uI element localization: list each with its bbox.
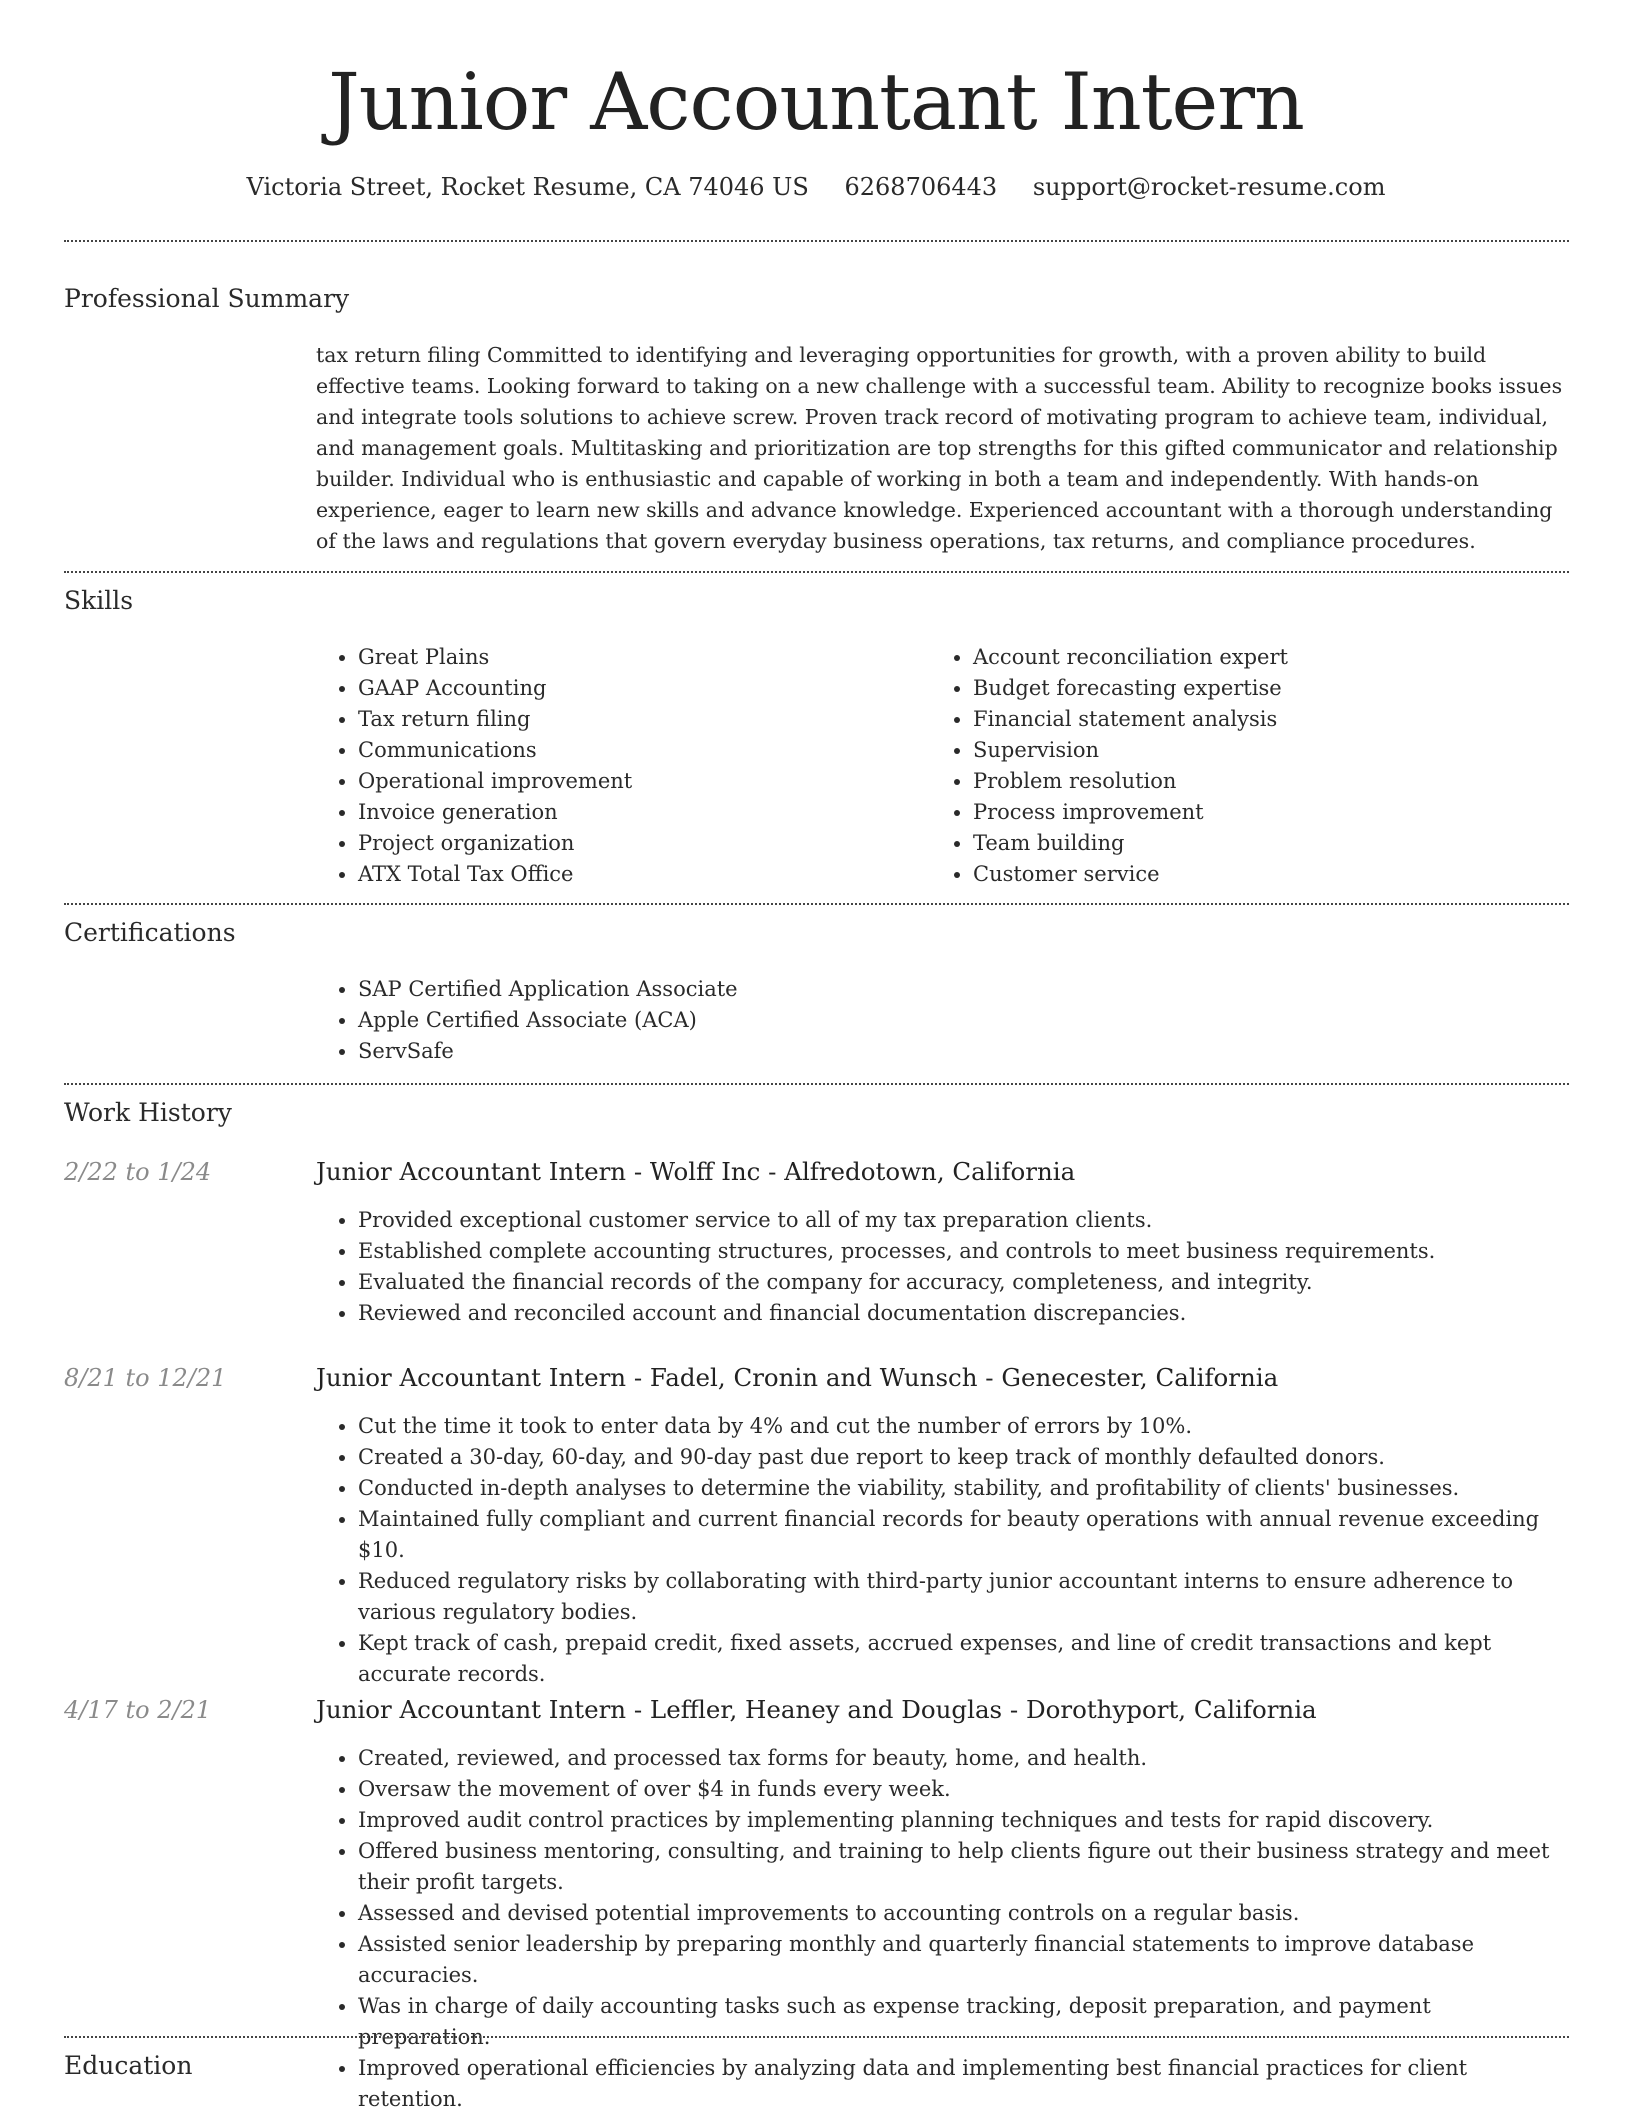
list-item: • Team building <box>973 828 1573 859</box>
divider <box>64 2036 1569 2038</box>
list-item: • Conducted in-depth analyses to determine the viability, stability, and profitability of clients' businesses. <box>358 1473 1568 1504</box>
candidate-name: Junior Accountant Intern <box>328 56 1304 148</box>
list-item: • Supervision <box>973 735 1573 766</box>
list-item: • Created a 30-day, 60-day, and 90-day past due report to keep track of monthly defaulted donors. <box>358 1442 1568 1473</box>
list-item: • Oversaw the movement of over $4 in funds every week. <box>358 1774 1568 1805</box>
list-item: • Account reconciliation expert <box>973 642 1573 673</box>
list-item: • Assessed and devised potential improvements to accounting controls on a regular basis. <box>358 1898 1568 1929</box>
job-dates: 8/21 to 12/21 <box>64 1364 227 1392</box>
list-item: • Was in charge of daily accounting tasks such as expense tracking, deposit preparation, and payment preparation. <box>358 1991 1568 2053</box>
list-item: • Communications <box>358 735 918 766</box>
job-title: Junior Accountant Intern - Leffler, Heaney and Douglas - Dorothyport, California <box>316 1695 1317 1724</box>
list-item: • Invoice generation <box>358 797 918 828</box>
list-item: • Budget forecasting expertise <box>973 673 1573 704</box>
list-item: • ATX Total Tax Office <box>358 859 918 890</box>
job-bullets <box>314 1411 1568 1690</box>
certifications-list <box>314 974 1558 1067</box>
job-dates: 2/22 to 1/24 <box>64 1158 212 1186</box>
list-item: • Operational improvement <box>358 766 918 797</box>
list-item: • Created, reviewed, and processed tax forms for beauty, home, and health. <box>358 1743 1568 1774</box>
divider <box>64 1083 1569 1085</box>
list-item: • Project organization <box>358 828 918 859</box>
list-item: • Problem resolution <box>973 766 1573 797</box>
skills-list-right <box>929 642 1573 890</box>
divider <box>64 903 1569 905</box>
summary-text: tax return filing Committed to identifying and leveraging opportunities for growth, with a proven ability to build effective teams. Looking forward to taking on a new challenge with a successful team. Ability to recognize books issues and integrate tools solutions to achieve screw. Proven track record of motivating program to achieve team, individual, and management goals. Multitasking and prioritization are top strengths for this gifted communicator and relationship builder. Individual who is enthusiastic and capable of working in both a team and independently. With hands-on experience, eager to learn new skills and advance knowledge. Experienced accountant with a thorough understanding of the laws and regulations that govern everyday business operations, tax returns, and compliance procedures. <box>316 343 1563 553</box>
job-dates: 4/17 to 2/21 <box>64 1696 212 1724</box>
list-item: • Evaluated the financial records of the company for accuracy, completeness, and integrity. <box>358 1267 1568 1298</box>
divider <box>64 240 1569 242</box>
skills-heading: Skills <box>64 586 134 615</box>
certifications-heading: Certifications <box>64 918 236 947</box>
list-item: • Financial statement analysis <box>973 704 1573 735</box>
list-item: • Reviewed and reconciled account and financial documentation discrepancies. <box>358 1298 1568 1329</box>
work-history-heading: Work History <box>64 1098 232 1127</box>
list-item: • Cut the time it took to enter data by 4% and cut the number of errors by 10%. <box>358 1411 1568 1442</box>
list-item: • Kept track of cash, prepaid credit, fixed assets, accrued expenses, and line of credit transactions and kept accurate records. <box>358 1628 1568 1690</box>
contact-line <box>0 170 1632 204</box>
list-item: • Process improvement <box>973 797 1573 828</box>
divider <box>64 571 1569 573</box>
list-item: • ServSafe <box>358 1036 1558 1067</box>
list-item: • Maintained fully compliant and current financial records for beauty operations with annual revenue exceeding $10. <box>358 1504 1568 1566</box>
list-item: • Offered business mentoring, consulting, and training to help clients figure out their business strategy and meet their profit targets. <box>358 1836 1568 1898</box>
list-item: • Great Plains <box>358 642 918 673</box>
job-bullets <box>314 1743 1568 2115</box>
list-item: • Provided exceptional customer service to all of my tax preparation clients. <box>358 1205 1568 1236</box>
list-item: • Apple Certified Associate (ACA) <box>358 1005 1558 1036</box>
address: Victoria Street, Rocket Resume, CA 74046 US <box>246 173 809 201</box>
list-item: • Customer service <box>973 859 1573 890</box>
education-heading: Education <box>64 2051 193 2080</box>
job-title: Junior Accountant Intern - Fadel, Cronin and Wunsch - Genecester, California <box>316 1363 1279 1392</box>
phone: 6268706443 <box>844 173 998 201</box>
job-title: Junior Accountant Intern - Wolff Inc - Alfredotown, California <box>316 1157 1076 1186</box>
email: support@rocket-resume.com <box>1032 173 1386 201</box>
job-bullets <box>314 1205 1568 1329</box>
skills-list-left <box>314 642 918 890</box>
list-item: • SAP Certified Application Associate <box>358 974 1558 1005</box>
list-item: • Reduced regulatory risks by collaborating with third-party junior accountant interns to ensure adherence to various regulatory bodies. <box>358 1566 1568 1628</box>
list-item: • Improved operational efficiencies by analyzing data and implementing best financial practices for client retention. <box>358 2053 1568 2115</box>
list-item: • Tax return filing <box>358 704 918 735</box>
list-item: • Established complete accounting structures, processes, and controls to meet business requirements. <box>358 1236 1568 1267</box>
list-item: • Assisted senior leadership by preparing monthly and quarterly financial statements to improve database accuracies. <box>358 1929 1568 1991</box>
list-item: • GAAP Accounting <box>358 673 918 704</box>
summary-heading: Professional Summary <box>64 284 350 313</box>
list-item: • Improved audit control practices by implementing planning techniques and tests for rapid discovery. <box>358 1805 1568 1836</box>
